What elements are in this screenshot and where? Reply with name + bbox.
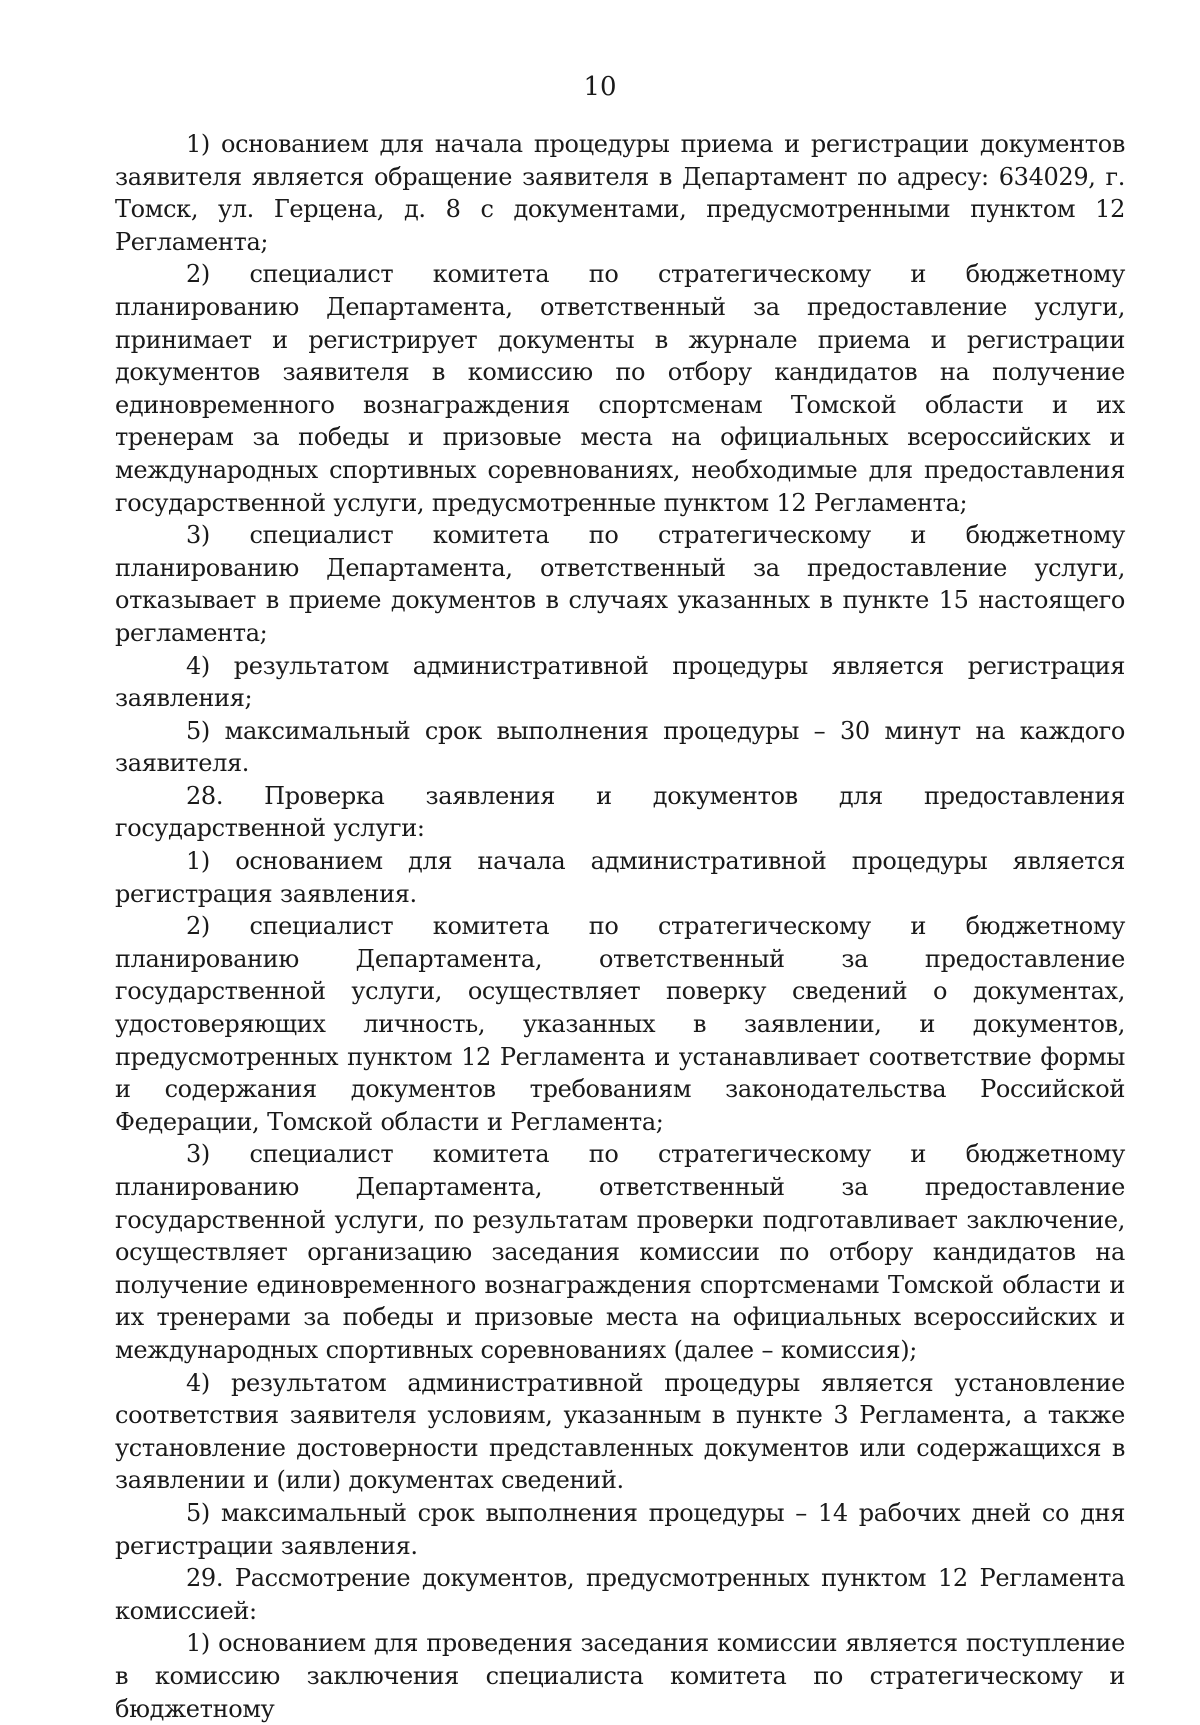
paragraph: 5) максимальный срок выполнения процедуры – 30 минут на каждого заявителя.: [115, 716, 1125, 778]
paragraph: 4) результатом административной процедуры является регистрация заявления;: [115, 651, 1125, 713]
paragraph: 3) специалист комитета по стратегическому и бюджетному планированию Департамента, ответственный за предоставление услуги, отказывает в приеме документов в случаях указанных в пункте 15 настоящего регламента;: [115, 521, 1125, 647]
paragraph: 4) результатом административной процедуры является установление соответствия заявителя условиям, указанным в пункте 3 Регламента, а также установление достоверности представленных документов или содержащихся в заявлении и (или) документах сведений.: [115, 1368, 1125, 1495]
paragraph: 2) специалист комитета по стратегическому и бюджетному планированию Департамента, ответственный за предоставление государственной услуги, осуществляет поверку сведений о документах, удостоверяющих личность, указанных в заявлении, и документов, предусмотренных пунктом 12 Регламента и устанавливает соответствие формы и содержания документов требованиям законодательства Российской Федерации, Томской области и Регламента;: [115, 912, 1125, 1136]
paragraph: 2) специалист комитета по стратегическому и бюджетному планированию Департамента, ответственный за предоставление услуги, принимает и регистрирует документы в журнале приема и регистрации документов заявителя в комиссию по отбору кандидатов на получение единовременного вознаграждения спортсменам Томской области и их тренерам за победы и призовые места на официальных всероссийских и международных спортивных соревнованиях, необходимые для предоставления государственной услуги, предусмотренные пунктом 12 Регламента;: [115, 260, 1125, 517]
paragraph: 1) основанием для начала процедуры приема и регистрации документов заявителя является обращение заявителя в Департамент по адресу: 634029, г. Томск, ул. Герцена, д. 8 с документами, предусмотренными пунктом 12 Регламента;: [115, 130, 1125, 256]
body-text: [115, 128, 1125, 1725]
paragraph: 3) специалист комитета по стратегическому и бюджетному планированию Департамента, ответственный за предоставление государственной услуги, по результатам проверки подготавливает заключение, осуществляет организацию заседания комиссии по отбору кандидатов на получение единовременного вознаграждения спортсменами Томской области и их тренерами за победы и призовые места на официальных всероссийских и международных спортивных соревнованиях (далее – комиссия);: [115, 1140, 1125, 1364]
section-heading-29: 29. Рассмотрение документов, предусмотренных пунктом 12 Регламента комиссией:: [115, 1564, 1125, 1625]
section-heading-28: 28. Проверка заявления и документов для предоставления государственной услуги:: [115, 781, 1125, 843]
paragraph: 5) максимальный срок выполнения процедуры – 14 рабочих дней со дня регистрации заявления.: [115, 1498, 1125, 1560]
paragraph: 1) основанием для проведения заседания комиссии является поступление в комиссию заключения специалиста комитета по стратегическому и бюджетному: [115, 1629, 1125, 1723]
paragraph: 1) основанием для начала административной процедуры является регистрация заявления.: [115, 847, 1125, 908]
page-number: 10: [583, 72, 617, 102]
